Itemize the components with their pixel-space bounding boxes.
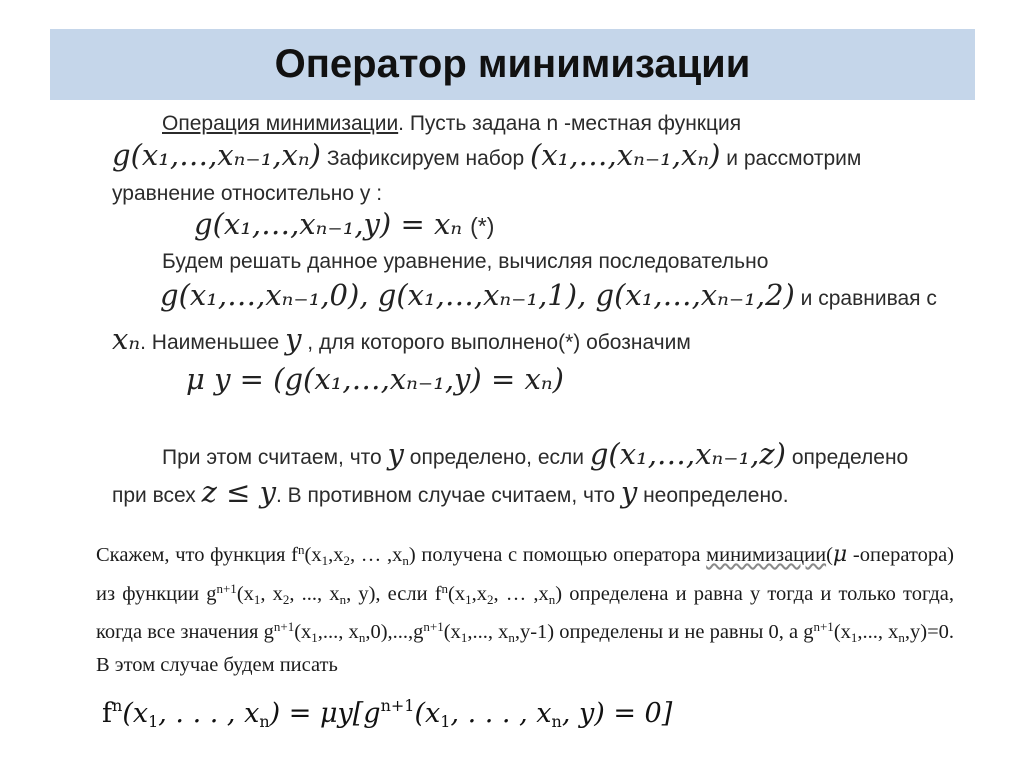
formula-inequality: z ≤ y: [201, 475, 276, 509]
formula-mu: μ y = (g(x₁,…,xₙ₋₁,y) = xₙ): [186, 362, 564, 396]
scan-text: при всех: [112, 484, 202, 507]
scan-text: определено, если: [403, 446, 590, 469]
scan-text: . Пусть задана n -местная функция: [398, 112, 742, 135]
formula-sequence: g(x₁,…,xₙ₋₁,0), g(x₁,…,xₙ₋₁,1), g(x₁,…,xₙ₋₁,2): [160, 278, 795, 312]
mu-definition: [186, 362, 564, 396]
scan-line-3: уравнение относительно y :: [112, 182, 383, 205]
formula-equation: g(x₁,…,xₙ₋₁,y) = xₙ: [194, 207, 463, 241]
scan-text: , для которого выполнено(*) обозначим: [301, 331, 691, 354]
formula-g: g(x₁,…,xₙ₋₁,xₙ): [112, 138, 321, 172]
formula-var: y: [620, 475, 638, 509]
spellcheck-word: минимизации: [706, 544, 827, 566]
definition-paragraph: Скажем, что функция $f^n(x_1,x_2$, … $,x_n$) получена с помощью оператора минимизации(μ -оператора) из функции $g^{n+1}(x_1$, $x_2$, ..., $x_n$, y), если $f^n(x_1,x_2$, … $,x_n$) определена и равна y тогда и только тогда, когда все значения $g^{n+1}(x_1$,..., $x_n,0),...,g^{n+1}(x_1$,..., $x_n,y-1$) определены и не равны 0, а $g^{n+1}(x_1$,..., $x_n,y)=0$. В этом случае будем писать: [96, 542, 955, 676]
title-banner: [50, 29, 975, 100]
scan-text: определено: [786, 446, 909, 469]
scan-text: неопределено.: [637, 484, 789, 507]
formula-var: y: [387, 437, 404, 471]
scan-line-10: [112, 475, 789, 509]
term-heading: Операция минимизации: [162, 112, 399, 135]
scan-line-5: Будем решать данное уравнение, вычисляя последовательно: [162, 250, 769, 273]
equation-tag: (*): [470, 213, 495, 239]
page-title: Оператор минимизации: [274, 42, 751, 86]
scan-line-7: [112, 322, 691, 356]
scan-text: . Наименьшее: [140, 331, 286, 354]
formula-tuple: (x₁,…,xₙ₋₁,xₙ): [530, 138, 721, 172]
equation-star: [194, 207, 494, 241]
formula-var: xₙ: [112, 322, 141, 356]
formula-g-z: g(x₁,…,xₙ₋₁,z): [589, 437, 786, 471]
scan-text: . В противном случае считаем, что: [276, 484, 621, 507]
scan-line-1: [162, 112, 741, 136]
mu-symbol: μ: [832, 542, 848, 567]
scan-line-9: [162, 437, 908, 471]
scan-text: Зафиксируем набор: [320, 147, 530, 170]
scan-text: и сравнивая с: [794, 287, 937, 310]
scan-text: и рассмотрим: [720, 147, 862, 170]
scan-line-6: [160, 278, 937, 312]
scan-text: При этом считаем, что: [162, 446, 388, 469]
scan-line-2: [112, 138, 861, 172]
final-formula: $f^n(x_1$, . . . , $x_n) = \mu y[g^{n+1}(x_1$, . . . , $x_n$, y) = 0]: [102, 696, 673, 731]
formula-var: y: [285, 322, 302, 356]
